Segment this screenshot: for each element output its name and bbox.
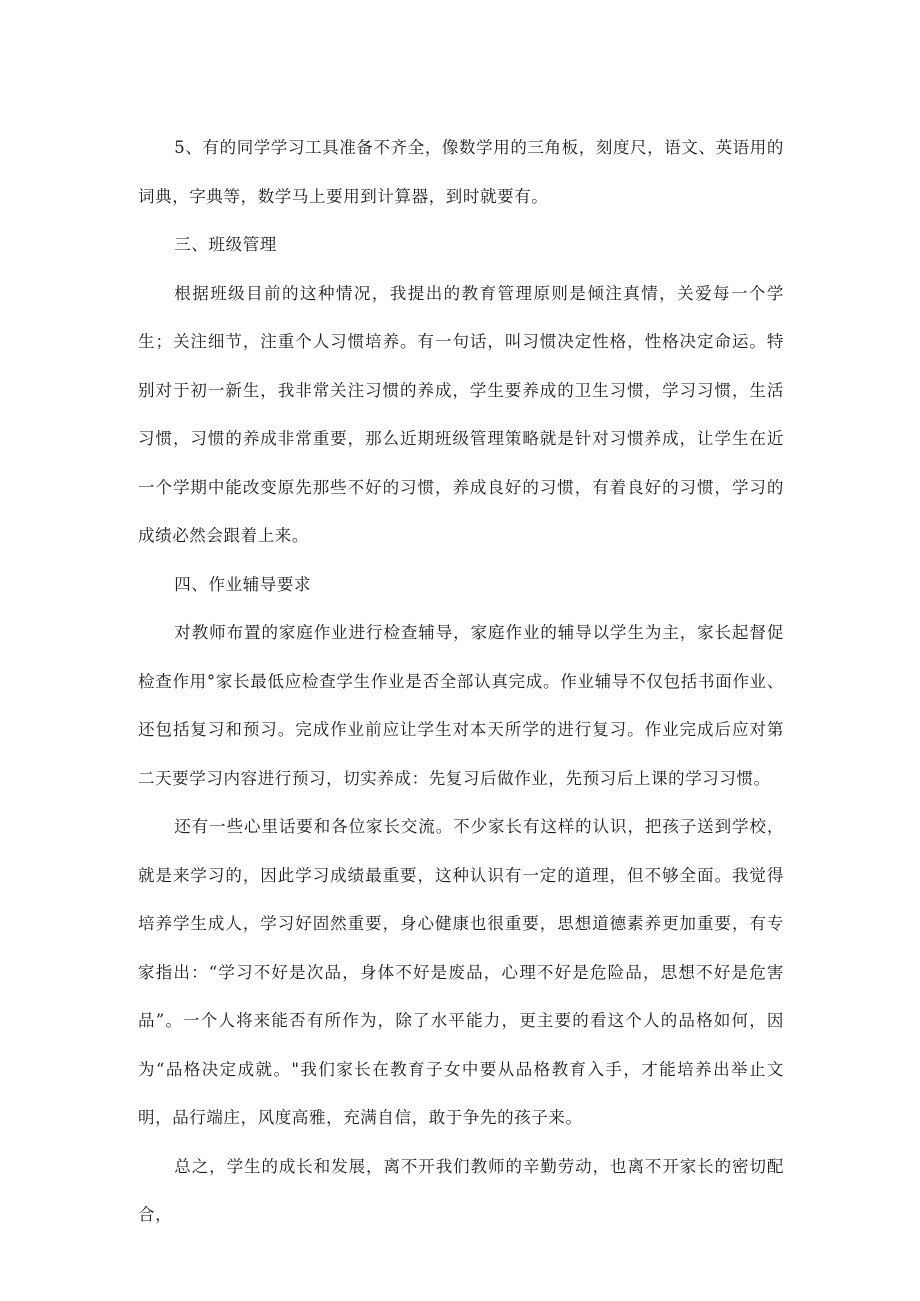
document-body (138, 124, 784, 1240)
paragraph-conclusion: 总之，学生的成长和发展，离不开我们教师的辛勤劳动，也离不开家长的密切配合， (138, 1156, 784, 1224)
heading-homework-guidance: 四、作业辅导要求 (174, 574, 312, 594)
paragraph-parent-communication: 还有一些心里话要和各位家长交流。不少家长有这样的认识，把孩子送到学校，就是来学习的，因此学习成绩最重要，这种认识有一定的道理，但不够全面。我觉得培养学生成人，学习好固然重要，身心健康也很重要，思想道德素养更加重要，有专家指出：“学习不好是次品，身体不好是废品，心理不好是危险品，思想不好是危害品”。一个人将来能否有所作为，除了水平能力，更主要的看这个人的品格如何，因为“品格决定成就。"我们家长在教育子女中要从品格教育入手，才能培养出举止文明，品行端庄，风度高雅，充满自信，敢于争先的孩子来。 (138, 817, 784, 1127)
paragraph-homework-guidance: 对教师布置的家庭作业进行检查辅导，家庭作业的辅导以学生为主，家长起督促检查作用°家长最低应检查学生作业是否全部认真完成。作业辅导不仅包括书面作业、还包括复习和预习。完成作业前应让学生对本天所学的进行复习。作业完成后应对第二天要学习内容进行预习，切实养成：先复习后做作业，先预习后上课的学习习惯。 (138, 623, 784, 788)
paragraph-class-management: 根据班级目前的这种情况，我提出的教育管理原则是倾注真情，关爱每一个学生；关注细节，注重个人习惯培养。有一句话，叫习惯决定性格，性格决定命运。特别对于初一新生，我非常关注习惯的养成，学生要养成的卫生习惯，学习习惯，生活习惯，习惯的养成非常重要，那么近期班级管理策略就是针对习惯养成，让学生在近一个学期中能改变原先那些不好的习惯，养成良好的习惯，有着良好的习惯，学习的成绩必然会跟着上来。 (138, 283, 784, 545)
heading-class-management: 三、班级管理 (174, 235, 277, 254)
paragraph-tools: 5、有的同学学习工具准备不齐全，像数学用的三角板，刻度尺，语文、英语用的词典，字典等，数学马上要用到计算器，到时就要有。 (138, 138, 784, 206)
